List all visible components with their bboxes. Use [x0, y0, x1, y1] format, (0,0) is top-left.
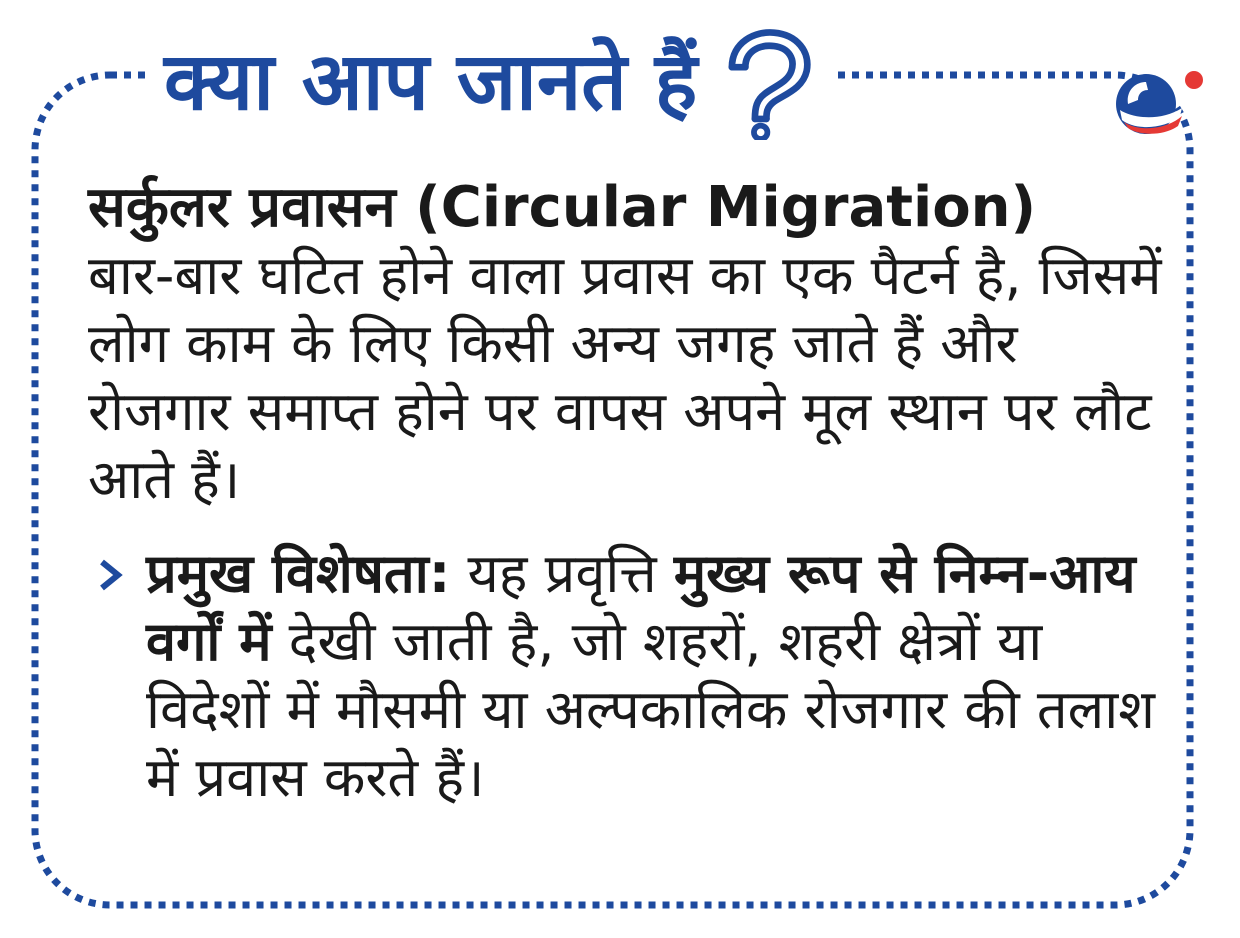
feature-label: प्रमुख विशेषता:	[146, 542, 451, 605]
publisher-logo-icon	[1108, 64, 1208, 136]
heading-title: क्या आप जानते हैं	[164, 35, 698, 128]
feature-text-1: यह प्रवृत्ति	[450, 542, 674, 605]
content	[88, 174, 1168, 812]
heading	[150, 22, 836, 142]
feature-highlight: मुख्य रूप से निम्न-आय वर्गों में	[146, 542, 1136, 673]
definition-term: सर्कुलर प्रवासन (Circular Migration)	[88, 175, 1037, 240]
feature-text-2: देखी जाती है, जो शहरों, शहरी क्षेत्रों या विदेशों में मौसमी या अल्पकालिक रोजगार की तलाश में प्रवास करते हैं।	[146, 610, 1155, 809]
chevron-right-icon	[98, 558, 124, 592]
question-mark-icon	[707, 25, 822, 140]
feature-item	[88, 540, 1168, 812]
definition-text: बार-बार घटित होने वाला प्रवास का एक पैटर्न है, जिसमें लोग काम के लिए किसी अन्य जगह जाते हैं और रोजगार समाप्त होने पर वापस अपने मूल स्थान पर लौट आते हैं।	[88, 244, 1162, 511]
